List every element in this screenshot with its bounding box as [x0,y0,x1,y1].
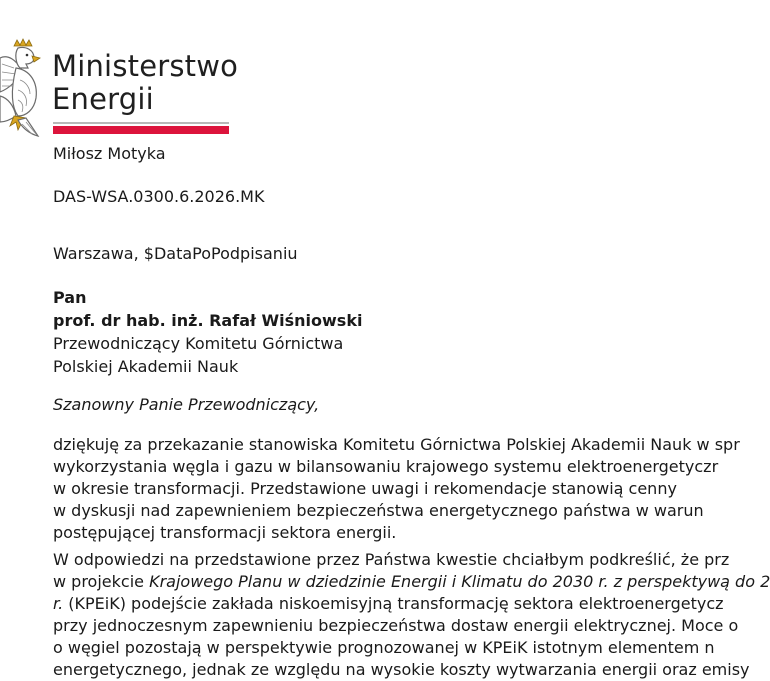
addressee-block [53,286,362,378]
paragraph-2-line: W odpowiedzi na przedstawione przez Państwa kwestie chciałbym podkreślić, że prz [53,550,730,569]
paragraph-1 [53,434,740,544]
document-title-italic: Krajowego Planu w dziedzinie Energii i Klimatu do 2030 r. z perspektywą do 2 [149,572,770,591]
header-red-stripe [53,126,229,134]
ministry-name-line1: Ministerstwo [52,49,239,83]
signatory-name: Miłosz Motyka [53,144,166,163]
addressee-salutation-word: Pan [53,288,87,307]
paragraph-2-line: o węgiel pozostają w perspektywie prognozowanej w KPEiK istotnym elementem n [53,638,715,657]
paragraph-1-line: dziękuję za przekazanie stanowiska Komitetu Górnictwa Polskiej Akademii Nauk w spr [53,435,740,454]
paragraph-2-text: (KPEiK) podejście zakłada niskoemisyjną transformację sektora elektroenergetycz [63,594,724,613]
ministry-logo-text [52,50,238,116]
addressee-name: prof. dr hab. inż. Rafał Wiśniowski [53,311,363,330]
addressee-institution: Polskiej Akademii Nauk [53,357,239,376]
paragraph-1-line: wykorzystania węgla i gazu w bilansowaniu krajowego systemu elektroenergetyczr [53,457,719,476]
paragraph-2 [53,549,770,681]
header-gray-stripe [53,122,229,124]
paragraph-1-line: postępującej transformacji sektora energii. [53,523,397,542]
document-title-italic-end: r. [53,594,64,613]
paragraph-1-line: w dyskusji nad zapewnieniem bezpieczeństwa energetycznego państwa w warun [53,501,704,520]
paragraph-2-line [53,571,770,593]
white-eagle-emblem-icon [0,36,44,140]
place-date: Warszawa, $DataPoPodpisaniu [53,244,298,263]
addressee-position: Przewodniczący Komitetu Górnictwa [53,334,344,353]
greeting: Szanowny Panie Przewodniczący, [53,395,320,414]
paragraph-2-line: przy jednoczesnym zapewnieniu bezpieczeństwa dostaw energii elektrycznej. Moce o [53,616,739,635]
paragraph-1-line: w okresie transformacji. Przedstawione uwagi i rekomendacje stanowią cenny [53,479,677,498]
paragraph-2-text: w projekcie [53,572,150,591]
reference-number: DAS-WSA.0300.6.2026.MK [53,187,265,206]
paragraph-2-line: energetycznego, jednak ze względu na wysokie koszty wytwarzania energii oraz emisy [53,660,750,679]
paragraph-2-line [53,593,724,615]
ministry-name-line2: Energii [52,82,154,116]
